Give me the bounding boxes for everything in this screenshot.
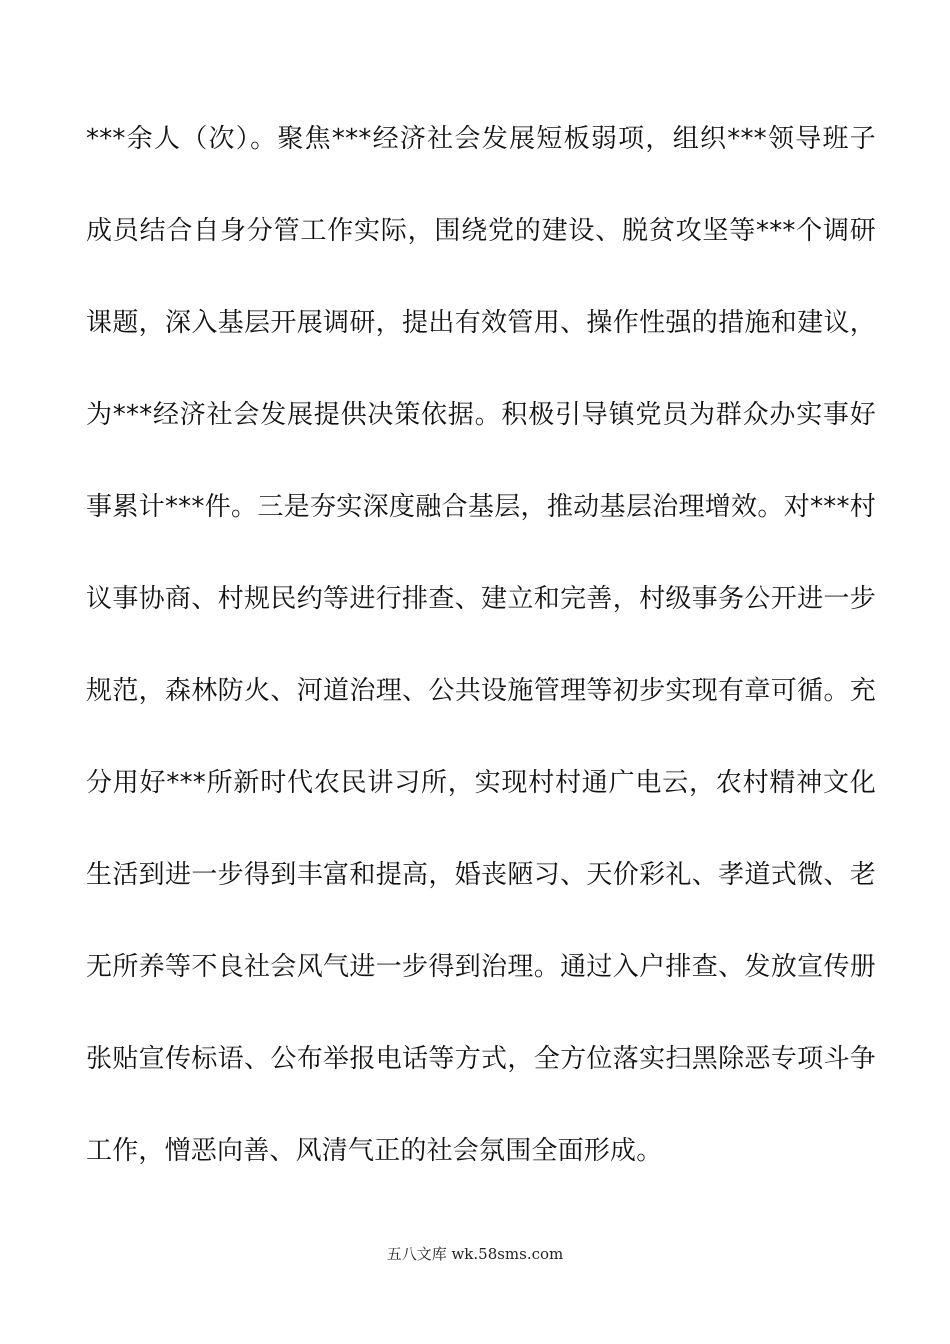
- paragraph-line-2: 成员结合自身分管工作实际，围绕党的建设、脱贫攻坚等***个调研: [86, 216, 876, 246]
- paragraph-line-1: ***余人（次）。聚焦***经济社会发展短板弱项，组织***领导班子: [86, 124, 876, 154]
- paragraph-line-3: 课题，深入基层开展调研，提出有效管用、操作性强的措施和建议，: [86, 308, 876, 338]
- paragraph-line-9: 生活到进一步得到丰富和提高，婚丧陋习、天价彩礼、孝道式微、老: [86, 860, 876, 890]
- paragraph-line-5: 事累计***件。三是夯实深度融合基层，推动基层治理增效。对***村: [86, 492, 876, 522]
- paragraph-line-12: 工作，憎恶向善、风清气正的社会氛围全面形成。: [86, 1136, 663, 1166]
- paragraph-line-6: 议事协商、村规民约等进行排查、建立和完善，村级事务公开进一步: [86, 584, 876, 614]
- paragraph-line-7: 规范，森林防火、河道治理、公共设施管理等初步实现有章可循。充: [86, 676, 876, 706]
- paragraph-line-10: 无所养等不良社会风气进一步得到治理。通过入户排查、发放宣传册: [86, 952, 876, 982]
- paragraph-line-11: 张贴宣传标语、公布举报电话等方式，全方位落实扫黑除恶专项斗争: [86, 1044, 876, 1074]
- page-footer: 五八文库 wk.58sms.com: [386, 1245, 564, 1263]
- paragraph-line-4: 为***经济社会发展提供决策依据。积极引导镇党员为群众办实事好: [86, 400, 876, 430]
- paragraph-line-8: 分用好***所新时代农民讲习所，实现村村通广电云，农村精神文化: [86, 768, 876, 798]
- body-paragraph: [86, 114, 876, 1218]
